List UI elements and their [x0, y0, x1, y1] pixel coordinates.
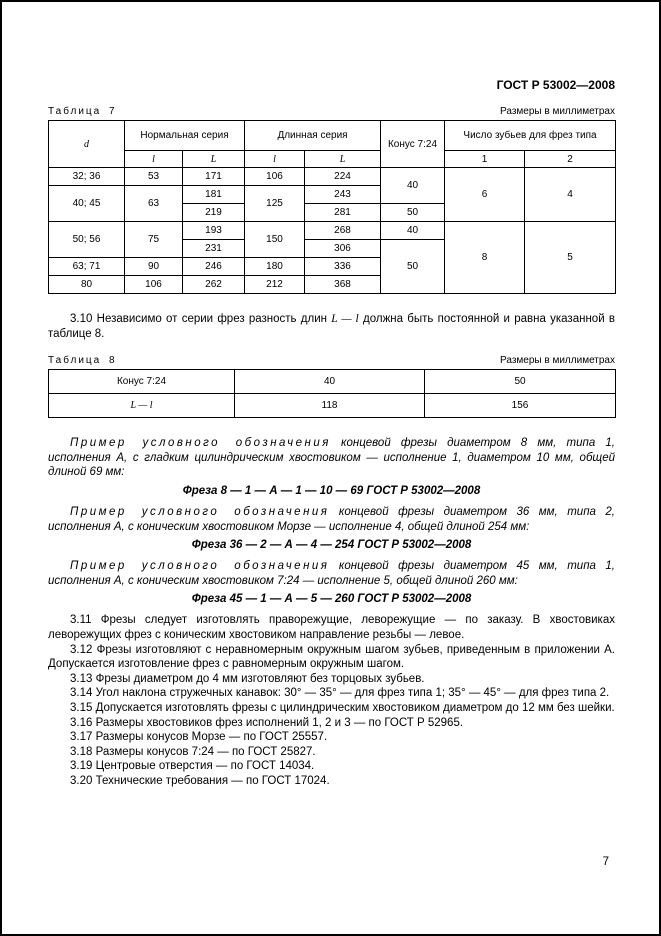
table7-caption: Таблица 7: [48, 106, 117, 117]
cell-cone-50: 50: [425, 370, 616, 394]
table-row: [49, 394, 616, 418]
table-row: [49, 222, 616, 240]
col-header-L-normal: L: [183, 151, 245, 168]
doc-number: ГОСТ Р 53002—2008: [496, 78, 615, 92]
col-header-d: d: [49, 121, 125, 168]
cell-L: 306: [305, 240, 381, 258]
cell-l: 53: [125, 168, 183, 186]
example-1-body: концевой фрезы диаметром 8 мм, типа 1, исполнения А, с гладким цилиндрическим хвостовиком — исполнение 1, диаметром 10 мм, общей длиной 69 мм:: [48, 437, 615, 479]
table7-caption-row: [48, 106, 615, 117]
example-3-body: концевой фрезы диаметром 45 мм, типа 1, исполнения А, с коническим хвостовиком 7:24 — исполнение 5, общей длиной 260 мм:: [48, 560, 615, 587]
example-2-body: концевой фрезы диаметром 36 мм, типа 2, исполнения А, с коническим хвостовиком Морзе — исполнение 4, общей длиной 254 мм:: [48, 505, 615, 533]
page-number: 7: [602, 856, 609, 868]
example-3-lead: Пример условного обозначения: [70, 560, 330, 573]
clause-3-10: [48, 312, 615, 341]
clause-3-12: 3.12 Фрезы изготовляют с неравномерным окружным шагом зубьев, приведенным в приложении А. Допускается изготовление фрез с равномерным окружным шагом.: [48, 643, 615, 671]
col-header-l-long: l: [245, 151, 305, 168]
clause-3-20: 3.20 Технические требования — по ГОСТ 17024.: [70, 774, 330, 787]
clause-3-10-text-post: должна быть постоянной и равна указанной в таблице 8.: [48, 313, 615, 340]
col-header-L-long: L: [305, 151, 381, 168]
cell-l: 106: [245, 168, 305, 186]
table-row: [49, 370, 616, 394]
designation-line-1: Фреза 8 — 1 — А — 1 — 10 — 69 ГОСТ Р 53002—2008: [182, 484, 481, 497]
table-row: [49, 168, 616, 186]
cell-L: 171: [183, 168, 245, 186]
cell-cone-40: 40: [235, 370, 425, 394]
cell-L: 219: [183, 204, 245, 222]
table7: [48, 120, 616, 294]
cell-l: 212: [245, 276, 305, 294]
example-2-lead: Пример условного обозначения: [70, 505, 330, 518]
cell-l: 180: [245, 258, 305, 276]
table7-units-label: Размеры в миллиметрах: [500, 106, 615, 117]
cell-L: 336: [305, 258, 381, 276]
cell-L: 243: [305, 186, 381, 204]
cell-l: 125: [245, 186, 305, 222]
cell-L: 281: [305, 204, 381, 222]
table8-caption-row: [48, 355, 615, 366]
col-header-l-normal: l: [125, 151, 183, 168]
cell-l: 63: [125, 186, 183, 222]
clause-3-18: 3.18 Размеры конусов 7:24 — по ГОСТ 25827.: [70, 745, 316, 758]
cell-cone: 40: [381, 168, 445, 204]
clause-3-10-variable: L — l: [331, 313, 359, 325]
clause-3-10-text-pre: 3.10 Независимо от серии фрез разность длин: [70, 313, 332, 325]
table8: [48, 369, 616, 418]
cell-d: 32; 36: [49, 168, 125, 186]
clause-3-19: 3.19 Центровые отверстия — по ГОСТ 14034.: [70, 760, 315, 773]
cell-d: 50; 56: [49, 222, 125, 258]
example-paragraph-2: [48, 505, 615, 534]
col-header-cone: Конус 7:24: [381, 121, 445, 168]
cell-L: 262: [183, 276, 245, 294]
cell-L: 268: [305, 222, 381, 240]
cell-L: 231: [183, 240, 245, 258]
example-1-lead: Пример условного обозначения: [70, 437, 331, 450]
cell-value-118: 118: [235, 394, 425, 418]
designation-line-2: Фреза 36 — 2 — А — 4 — 254 ГОСТ Р 53002—2008: [191, 539, 472, 552]
cell-l: 75: [125, 222, 183, 258]
example-paragraph-3: [48, 559, 615, 588]
clause-3-13: 3.13 Фрезы диаметром до 4 мм изготовляют без торцовых зубьев.: [70, 672, 425, 685]
cell-cone: 50: [381, 204, 445, 222]
cell-l: 150: [245, 222, 305, 258]
col-header-type1: 1: [445, 151, 525, 168]
cell-teeth-2: 5: [525, 222, 616, 294]
cell-d: 40; 45: [49, 186, 125, 222]
clause-3-14: 3.14 Угол наклона стружечных канавок: 30° — 35° — для фрез типа 1; 35° — 45° — для фрез типа 2.: [70, 687, 610, 700]
cell-teeth-1: 8: [445, 222, 525, 294]
cell-cone-label: Конус 7:24: [49, 370, 235, 394]
table8-units-label: Размеры в миллиметрах: [500, 355, 615, 367]
cell-l: 106: [125, 276, 183, 294]
clause-3-16: 3.16 Размеры хвостовиков фрез исполнений 1, 2 и 3 — по ГОСТ Р 52965.: [70, 716, 464, 729]
col-header-teeth: Число зубьев для фрез типа: [445, 121, 616, 151]
cell-teeth-2: 4: [525, 168, 616, 222]
cell-teeth-1: 6: [445, 168, 525, 222]
clause-3-17: 3.17 Размеры конусов Морзе — по ГОСТ 25557.: [70, 731, 328, 744]
cell-value-156: 156: [425, 394, 616, 418]
cell-L: 368: [305, 276, 381, 294]
cell-L-minus-l-label: L — l: [49, 394, 235, 418]
cell-d: 63; 71: [49, 258, 125, 276]
cell-L: 224: [305, 168, 381, 186]
clause-3-15: 3.15 Допускается изготовлять фрезы с цилиндрическим хвостовиком диаметром до 12 мм без шейки.: [70, 701, 615, 714]
col-header-long-series: Длинная серия: [245, 121, 381, 151]
cell-l: 90: [125, 258, 183, 276]
cell-cone: 40: [381, 222, 445, 240]
cell-d: 80: [49, 276, 125, 294]
col-header-normal-series: Нормальная серия: [125, 121, 245, 151]
table8-caption: Таблица 8: [48, 355, 117, 367]
example-paragraph-1: [48, 436, 615, 480]
designation-line-3: Фреза 45 — 1 — А — 5 — 260 ГОСТ Р 53002—2008: [191, 593, 472, 606]
cell-L: 246: [183, 258, 245, 276]
clause-3-11: 3.11 Фрезы следует изготовлять праворежущие, леворежущие — по заказу. В хвостовиках леворежущих фрез с коническим хвостовиком направление резьбы — левое.: [48, 614, 615, 641]
cell-L: 181: [183, 186, 245, 204]
col-header-type2: 2: [525, 151, 616, 168]
cell-cone: 50: [381, 240, 445, 294]
cell-L: 193: [183, 222, 245, 240]
